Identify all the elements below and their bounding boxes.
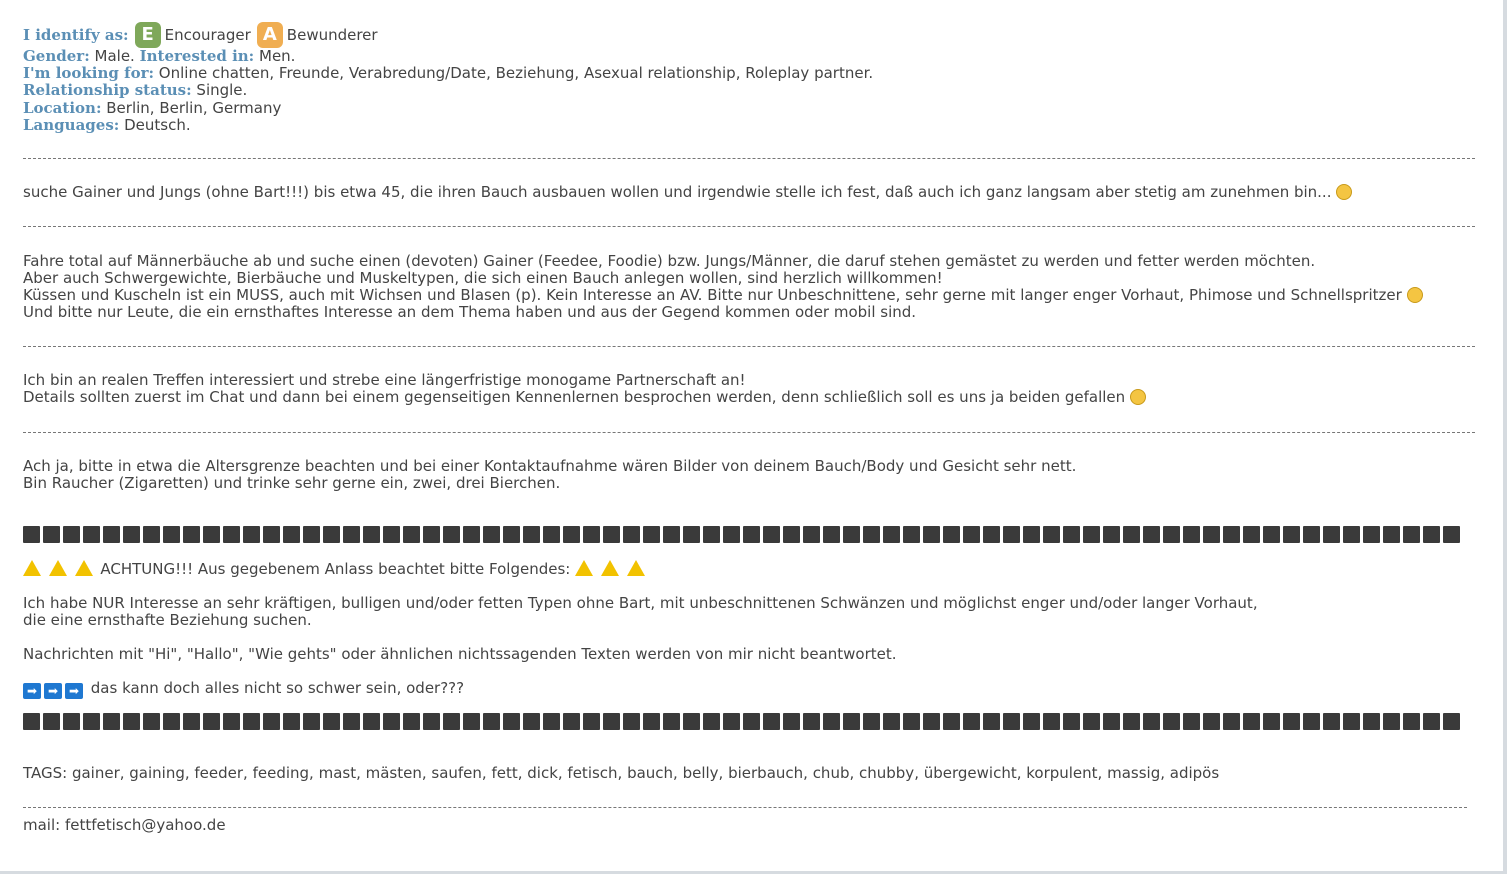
black-square-icon	[763, 713, 780, 730]
black-square-icon	[1123, 713, 1140, 730]
black-square-icon	[1343, 526, 1360, 543]
angel-face-icon	[1130, 389, 1146, 405]
black-square-icon	[683, 526, 700, 543]
identify-row	[23, 20, 378, 50]
grimace-face-icon	[1336, 184, 1352, 200]
black-square-icon	[1363, 526, 1380, 543]
tags-line: TAGS: gainer, gaining, feeder, feeding, mast, mästen, saufen, fett, dick, fetisch, bauch, belly, bierbauch, chub, chubby, übergewicht, korpulent, massig, adipös	[23, 764, 1220, 782]
black-square-icon	[103, 526, 120, 543]
black-square-icon	[843, 526, 860, 543]
black-square-icon	[863, 713, 880, 730]
black-square-icon	[1003, 526, 1020, 543]
black-square-icon	[363, 526, 380, 543]
warning-row	[23, 560, 648, 577]
black-square-icon	[383, 713, 400, 730]
bewunderer-badge-icon: A	[257, 22, 283, 48]
black-square-icon	[1263, 526, 1280, 543]
black-square-icon	[463, 713, 480, 730]
black-square-icon	[803, 526, 820, 543]
black-square-icon	[203, 713, 220, 730]
black-square-icon	[423, 526, 440, 543]
right-arrow-icon: ➡	[23, 683, 41, 699]
black-square-icon	[323, 526, 340, 543]
black-square-icon	[283, 713, 300, 730]
black-square-icon	[603, 526, 620, 543]
black-square-icon	[583, 713, 600, 730]
black-square-icon	[403, 526, 420, 543]
black-square-icon	[1043, 526, 1060, 543]
black-square-icon	[323, 713, 340, 730]
black-square-icon	[103, 713, 120, 730]
black-square-icon	[43, 713, 60, 730]
black-square-icon	[43, 526, 60, 543]
black-square-icon	[543, 713, 560, 730]
black-square-icon	[63, 713, 80, 730]
black-square-icon	[463, 526, 480, 543]
black-square-icon	[23, 713, 40, 730]
black-square-icon	[963, 526, 980, 543]
black-square-icon	[163, 713, 180, 730]
black-square-icon	[1283, 526, 1300, 543]
black-square-icon	[143, 713, 160, 730]
arrow-text: das kann doch alles nicht so schwer sein, oder???	[90, 679, 465, 697]
black-square-icon	[843, 713, 860, 730]
warning-sign-icon	[575, 560, 593, 576]
wink-face-icon	[1407, 287, 1423, 303]
right-arrow-icon: ➡	[65, 683, 83, 699]
warning-sign-icon	[49, 560, 67, 576]
black-square-icon	[1363, 713, 1380, 730]
warning-sign-icon	[23, 560, 41, 576]
black-square-icon	[543, 526, 560, 543]
black-square-icon	[363, 713, 380, 730]
black-square-icon	[783, 713, 800, 730]
black-square-icon	[1063, 526, 1080, 543]
interested-label: Interested in:	[139, 47, 255, 65]
black-square-icon	[903, 713, 920, 730]
about-paragraph-2-line-2: Aber auch Schwergewichte, Bierbäuche und Muskeltypen, die sich einen Bauch anlegen wollen, sind herzlich willkommen!	[23, 269, 943, 287]
about-text: Küssen und Kuscheln ist ein MUSS, auch mit Wichsen und Blasen (p). Kein Interesse an AV. Bitte nur Unbeschnittene, sehr gerne mit langer enger Vorhaut, Phimose und Schnellspritzer	[23, 286, 1402, 304]
black-square-icon	[1403, 713, 1420, 730]
black-square-icon	[203, 526, 220, 543]
black-square-icon	[1183, 713, 1200, 730]
black-square-icon	[1303, 713, 1320, 730]
black-square-icon	[243, 526, 260, 543]
black-square-icon	[1263, 713, 1280, 730]
black-square-icon	[143, 526, 160, 543]
black-square-icon	[443, 526, 460, 543]
black-square-icon	[1083, 713, 1100, 730]
black-square-icon	[23, 526, 40, 543]
black-square-icon	[683, 713, 700, 730]
black-square-icon	[883, 526, 900, 543]
black-square-icon	[983, 526, 1000, 543]
location-value: Berlin, Berlin, Germany	[106, 99, 282, 117]
right-arrow-icon: ➡	[44, 683, 62, 699]
black-square-icon	[1383, 713, 1400, 730]
gender-label: Gender:	[23, 47, 90, 65]
black-square-icon	[303, 526, 320, 543]
about-paragraph-6: Nachrichten mit "Hi", "Hallo", "Wie gehts" oder ähnlichen nichtssagenden Texten werden von mir nicht beantwortet.	[23, 645, 897, 663]
black-square-icon	[1123, 526, 1140, 543]
black-square-icon	[1343, 713, 1360, 730]
gender-value: Male.	[94, 47, 135, 65]
black-square-icon	[1003, 713, 1020, 730]
black-square-icon	[483, 713, 500, 730]
languages-label: Languages:	[23, 116, 120, 134]
warning-sign-icon	[75, 560, 93, 576]
black-square-icon	[783, 526, 800, 543]
black-square-icon	[1323, 713, 1340, 730]
black-square-icon	[563, 713, 580, 730]
black-square-icon	[963, 713, 980, 730]
black-square-icon	[183, 713, 200, 730]
black-square-icon	[863, 526, 880, 543]
arrow-row	[23, 680, 464, 697]
gender-row	[23, 48, 295, 65]
black-square-icon	[1283, 713, 1300, 730]
black-square-icon	[523, 713, 540, 730]
black-square-icon	[1203, 713, 1220, 730]
black-square-icon	[763, 526, 780, 543]
black-square-icon	[83, 526, 100, 543]
black-square-icon	[383, 526, 400, 543]
black-square-icon	[63, 526, 80, 543]
about-paragraph-4-line-1: Ach ja, bitte in etwa die Altersgrenze beachten und bei einer Kontaktaufnahme wären Bilder von deinem Bauch/Body und Gesicht sehr nett.	[23, 457, 1077, 475]
black-square-icon	[623, 526, 640, 543]
interested-value: Men.	[259, 47, 296, 65]
block-separator-top	[23, 526, 1460, 543]
identify-label: I identify as:	[23, 26, 129, 44]
black-square-icon	[1103, 713, 1120, 730]
black-square-icon	[723, 526, 740, 543]
about-paragraph-4-line-2: Bin Raucher (Zigaretten) und trinke sehr gerne ein, zwei, drei Bierchen.	[23, 474, 561, 492]
warning-sign-icon	[627, 560, 645, 576]
black-square-icon	[1203, 526, 1220, 543]
black-square-icon	[163, 526, 180, 543]
divider	[23, 807, 1467, 808]
black-square-icon	[563, 526, 580, 543]
about-paragraph-5-line-1: Ich habe NUR Interesse an sehr kräftigen, bulligen und/oder fetten Typen ohne Bart, mit unbeschnittenen Schwänzen und möglichst enger und/oder langer Vorhaut,	[23, 594, 1258, 612]
location-label: Location:	[23, 99, 102, 117]
mail-line: mail: fettfetisch@yahoo.de	[23, 816, 226, 834]
relationship-row	[23, 82, 247, 99]
black-square-icon	[223, 713, 240, 730]
black-square-icon	[1443, 526, 1460, 543]
black-square-icon	[623, 713, 640, 730]
black-square-icon	[243, 713, 260, 730]
about-paragraph-3-line-2	[23, 389, 1146, 406]
black-square-icon	[1143, 713, 1160, 730]
black-square-icon	[643, 713, 660, 730]
location-row	[23, 100, 281, 117]
black-square-icon	[1423, 526, 1440, 543]
black-square-icon	[1223, 713, 1240, 730]
black-square-icon	[1303, 526, 1320, 543]
black-square-icon	[343, 713, 360, 730]
black-square-icon	[1443, 713, 1460, 730]
warning-sign-icon	[601, 560, 619, 576]
black-square-icon	[943, 713, 960, 730]
black-square-icon	[923, 526, 940, 543]
black-square-icon	[1323, 526, 1340, 543]
black-square-icon	[1103, 526, 1120, 543]
black-square-icon	[343, 526, 360, 543]
languages-value: Deutsch.	[124, 116, 191, 134]
about-text: suche Gainer und Jungs (ohne Bart!!!) bis etwa 45, die ihren Bauch ausbauen wollen und irgendwie stelle ich fest, daß auch ich ganz langsam aber stetig am zunehmen bin...	[23, 183, 1332, 201]
about-text: Details sollten zuerst im Chat und dann bei einem gegenseitigen Kennenlernen besprochen werden, denn schließlich soll es uns ja beiden gefallen	[23, 388, 1126, 406]
relationship-value: Single.	[196, 81, 248, 99]
black-square-icon	[123, 713, 140, 730]
languages-row	[23, 117, 191, 134]
black-square-icon	[983, 713, 1000, 730]
black-square-icon	[703, 526, 720, 543]
about-paragraph-5-line-2: die eine ernsthafte Beziehung suchen.	[23, 611, 312, 629]
black-square-icon	[583, 526, 600, 543]
black-square-icon	[1163, 526, 1180, 543]
black-square-icon	[663, 526, 680, 543]
black-square-icon	[1183, 526, 1200, 543]
black-square-icon	[503, 526, 520, 543]
black-square-icon	[943, 526, 960, 543]
looking-label: I'm looking for:	[23, 64, 155, 82]
black-square-icon	[1383, 526, 1400, 543]
black-square-icon	[503, 713, 520, 730]
divider	[23, 158, 1475, 159]
black-square-icon	[283, 526, 300, 543]
black-square-icon	[883, 713, 900, 730]
black-square-icon	[643, 526, 660, 543]
black-square-icon	[663, 713, 680, 730]
black-square-icon	[803, 713, 820, 730]
black-square-icon	[403, 713, 420, 730]
black-square-icon	[223, 526, 240, 543]
black-square-icon	[483, 526, 500, 543]
black-square-icon	[823, 713, 840, 730]
black-square-icon	[183, 526, 200, 543]
divider	[23, 432, 1475, 433]
black-square-icon	[1223, 526, 1240, 543]
relationship-label: Relationship status:	[23, 81, 192, 99]
black-square-icon	[723, 713, 740, 730]
black-square-icon	[523, 526, 540, 543]
black-square-icon	[83, 713, 100, 730]
block-separator-bottom	[23, 713, 1460, 730]
black-square-icon	[1423, 713, 1440, 730]
black-square-icon	[823, 526, 840, 543]
about-paragraph-2-line-4: Und bitte nur Leute, die ein ernsthaftes Interesse an dem Thema haben und aus der Gegend kommen oder mobil sind.	[23, 303, 917, 321]
black-square-icon	[1143, 526, 1160, 543]
about-paragraph-3-line-1: Ich bin an realen Treffen interessiert und strebe eine längerfristige monogame Partnerschaft an!	[23, 371, 746, 389]
black-square-icon	[423, 713, 440, 730]
black-square-icon	[1023, 713, 1040, 730]
black-square-icon	[1403, 526, 1420, 543]
about-paragraph-2-line-3	[23, 287, 1423, 304]
black-square-icon	[443, 713, 460, 730]
identity-encourager: Encourager	[164, 26, 251, 44]
black-square-icon	[303, 713, 320, 730]
black-square-icon	[263, 526, 280, 543]
black-square-icon	[1243, 713, 1260, 730]
window-right-edge	[1503, 0, 1507, 874]
black-square-icon	[923, 713, 940, 730]
warning-text: ACHTUNG!!! Aus gegebenem Anlass beachtet bitte Folgendes:	[100, 560, 571, 578]
black-square-icon	[1043, 713, 1060, 730]
black-square-icon	[1063, 713, 1080, 730]
encourager-badge-icon: E	[135, 22, 161, 48]
black-square-icon	[263, 713, 280, 730]
black-square-icon	[1243, 526, 1260, 543]
looking-value: Online chatten, Freunde, Verabredung/Date, Beziehung, Asexual relationship, Roleplay partner.	[158, 64, 874, 82]
black-square-icon	[603, 713, 620, 730]
black-square-icon	[1163, 713, 1180, 730]
black-square-icon	[743, 526, 760, 543]
identity-bewunderer: Bewunderer	[286, 26, 378, 44]
black-square-icon	[903, 526, 920, 543]
black-square-icon	[1083, 526, 1100, 543]
divider	[23, 226, 1475, 227]
black-square-icon	[743, 713, 760, 730]
about-paragraph-2-line-1: Fahre total auf Männerbäuche ab und suche einen (devoten) Gainer (Feedee, Foodie) bzw. Jungs/Männer, die daruf stehen gemästet zu werden und fetter werden möchten.	[23, 252, 1316, 270]
divider	[23, 346, 1475, 347]
black-square-icon	[123, 526, 140, 543]
about-paragraph-1	[23, 184, 1352, 201]
black-square-icon	[1023, 526, 1040, 543]
looking-row	[23, 65, 873, 82]
black-square-icon	[703, 713, 720, 730]
